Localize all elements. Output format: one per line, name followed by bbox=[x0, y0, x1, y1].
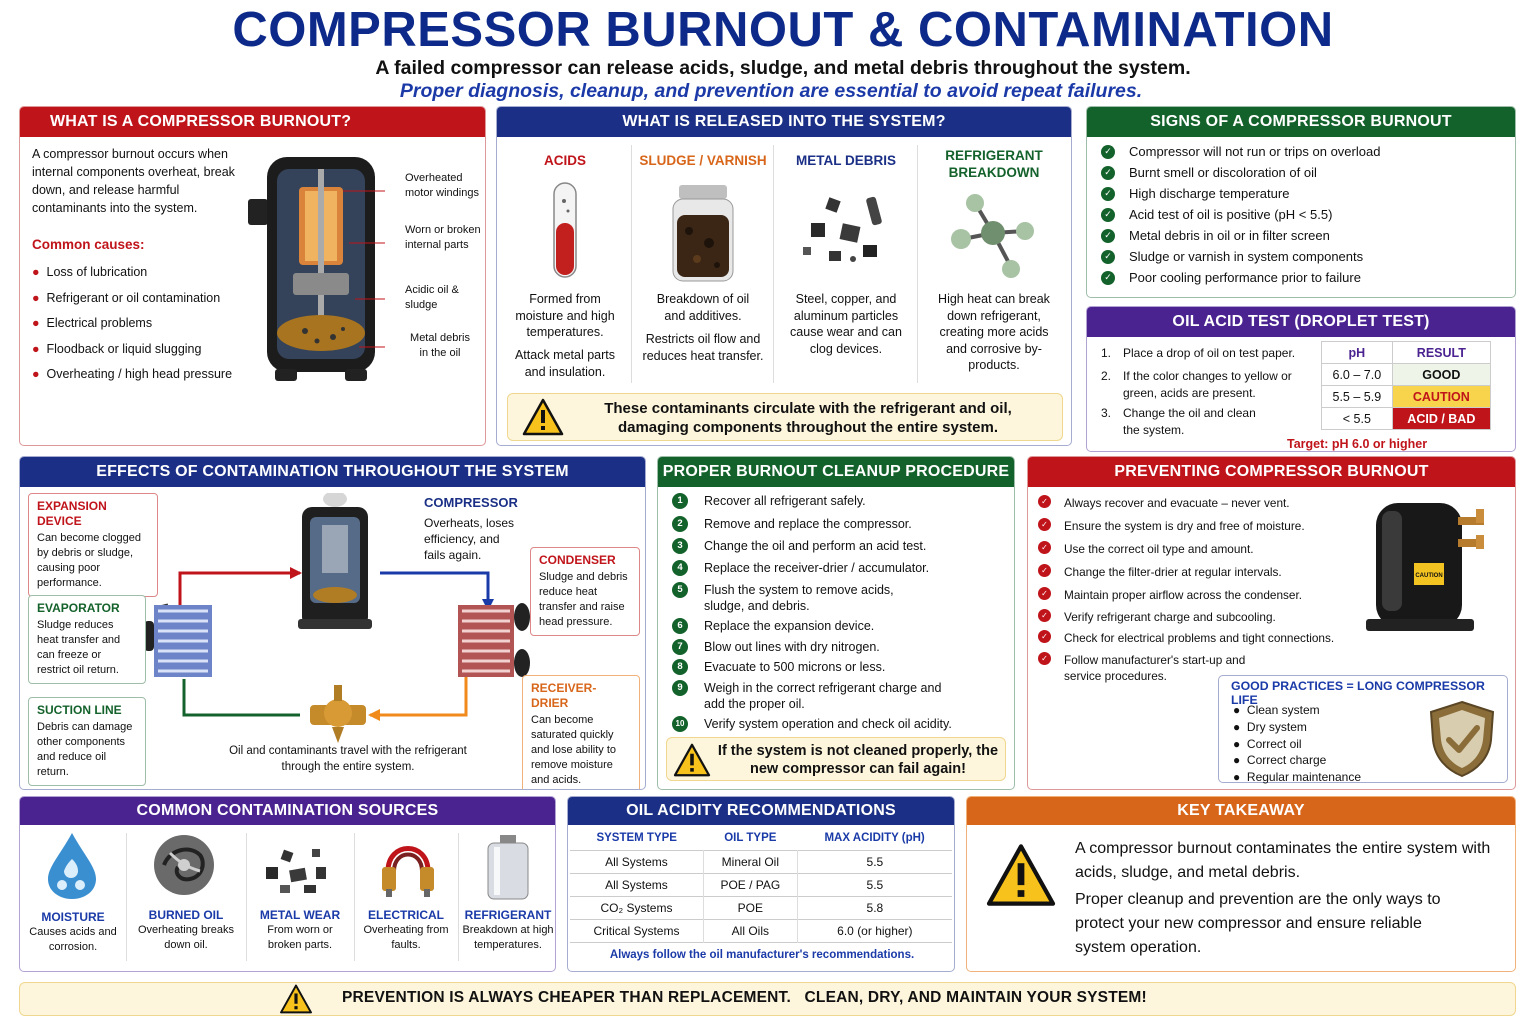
warning-icon bbox=[673, 743, 711, 777]
compressor-callout: COMPRESSOR Overheats, loses efficiency, and fails again. bbox=[424, 495, 518, 562]
refrigerant-source-title: REFRIGERANT bbox=[464, 908, 552, 922]
check-icon: ✓ bbox=[1101, 229, 1115, 243]
list-item: ✓ Use the correct oil type and amount. bbox=[1038, 541, 1368, 564]
moisture-title: MOISTURE bbox=[41, 910, 105, 924]
prevent-header: PREVENTING COMPRESSOR BURNOUT bbox=[1028, 457, 1515, 487]
list-item: ✓ Verify refrigerant charge and subcooling. bbox=[1038, 609, 1368, 630]
released-header: WHAT IS RELEASED INTO THE SYSTEM? bbox=[497, 107, 1071, 137]
good-practices-list bbox=[1233, 702, 1361, 786]
signs-panel bbox=[1086, 106, 1516, 298]
list-item: ● Correct charge bbox=[1233, 753, 1327, 768]
effects-header: EFFECTS OF CONTAMINATION THROUGHOUT THE SYSTEM bbox=[20, 457, 645, 487]
acids-text1: Formed from moisture and high temperatures. bbox=[515, 292, 615, 339]
refrigerant-title: REFRIGERANT BREAKDOWN bbox=[945, 148, 1043, 180]
list-item: ✓ Change the filter-drier at regular intervals. bbox=[1038, 564, 1368, 587]
list-item: 8 Evacuate to 500 microns or less. bbox=[672, 659, 1008, 680]
list-item: 3 Change the oil and perform an acid test. bbox=[672, 538, 1008, 560]
refrigerant-source-text: Breakdown at high temperatures. bbox=[462, 924, 554, 951]
metal-text: Steel, copper, and aluminum particles cause wear and can clog devices. bbox=[790, 292, 902, 356]
metal-title: METAL DEBRIS bbox=[795, 153, 896, 168]
table-row: CO₂ Systems POE 5.8 bbox=[570, 896, 952, 919]
table-row: Critical Systems All Oils 6.0 (or higher) bbox=[570, 919, 952, 942]
acid-test-panel: OIL ACID TEST (DROPLET TEST) 1. Place a drop of oil on test paper. 2. If the color changes to yellow or green, acids are present. 3. Change the oil and clean the system. pH RESULT 6.0 – 7.0 GOOD 5.5 – 5.9 CAUTION < 5.5 ACID / BAD Target: pH 6.0 or higher bbox=[1086, 306, 1516, 452]
moisture-text: Causes acids and corrosion. bbox=[29, 926, 117, 953]
ph-col-header: pH bbox=[1322, 342, 1393, 364]
warning-icon bbox=[985, 843, 1057, 907]
acidity-table: SYSTEM TYPE OIL TYPE MAX ACIDITY (pH) All Systems Mineral Oil 5.5 All Systems POE / PAG 5.5 CO₂ Systems POE 5.8 Critical Systems All Oils 6.0 (or higher) bbox=[570, 827, 952, 943]
list-item: 10 Verify system operation and check oil acidity. bbox=[672, 716, 1008, 736]
prevent-list bbox=[1038, 495, 1368, 686]
prevent-panel bbox=[1027, 456, 1516, 790]
list-item: ✓ Acid test of oil is positive (pH < 5.5) bbox=[1101, 204, 1380, 225]
footer-banner bbox=[19, 982, 1516, 1016]
check-icon: ✓ bbox=[1101, 166, 1115, 180]
water-drop-icon bbox=[44, 831, 100, 901]
check-icon: ✓ bbox=[1038, 495, 1051, 508]
molecule-icon bbox=[943, 191, 1039, 283]
cleanup-panel bbox=[657, 456, 1015, 790]
released-warning bbox=[507, 393, 1063, 441]
list-item: ● Refrigerant or oil contamination bbox=[32, 290, 221, 305]
check-icon: ✓ bbox=[1038, 564, 1051, 577]
effects-panel bbox=[19, 456, 646, 790]
warning-icon bbox=[522, 398, 564, 436]
check-icon: ✓ bbox=[1038, 630, 1051, 643]
check-icon: ✓ bbox=[1038, 587, 1051, 600]
metal-debris-icon bbox=[797, 193, 893, 273]
check-icon: ✓ bbox=[1038, 518, 1051, 531]
released-warning-text: These contaminants circulate with the refrigerant and oil, damaging components throughout the entire system. bbox=[604, 400, 1012, 436]
condenser-coil-icon bbox=[458, 603, 530, 677]
evaporator-callout: EVAPORATOR Sludge reduces heat transfer and can freeze or restrict oil return. bbox=[28, 595, 146, 684]
signs-list bbox=[1101, 141, 1380, 288]
list-item: ● Loss of lubrication bbox=[32, 265, 148, 279]
table-row: 6.0 – 7.0 GOOD bbox=[1322, 364, 1491, 386]
table-row: 5.5 – 5.9 CAUTION bbox=[1322, 386, 1491, 408]
cleanup-header: PROPER BURNOUT CLEANUP PROCEDURE bbox=[658, 457, 1014, 487]
list-item: ✓ Burnt smell or discoloration of oil bbox=[1101, 162, 1380, 183]
list-item: ● Correct oil bbox=[1233, 736, 1302, 751]
table-row: All Systems Mineral Oil 5.5 bbox=[570, 850, 952, 873]
refrigerant-cylinder-icon bbox=[482, 833, 534, 901]
list-item: ✓ Poor cooling performance prior to failure bbox=[1101, 267, 1380, 288]
list-item: 7 Blow out lines with dry nitrogen. bbox=[672, 639, 1008, 659]
causes-title: Common causes: bbox=[32, 237, 145, 252]
metal-wear-text: From worn or broken parts. bbox=[267, 924, 333, 951]
cleanup-warning-text: If the system is not cleaned properly, the new compressor can fail again! bbox=[717, 743, 999, 777]
good-practices-title: GOOD PRACTICES = LONG COMPRESSOR LIFE bbox=[1231, 679, 1485, 707]
metal-wear-title: METAL WEAR bbox=[259, 908, 341, 922]
check-icon: ✓ bbox=[1101, 208, 1115, 222]
electrical-title: ELECTRICAL bbox=[368, 908, 444, 922]
expansion-device-callout: EXPANSION DEVICE Can become clogged by debris or sludge, causing poor performance. bbox=[28, 493, 158, 597]
acid-test-header: OIL ACID TEST (DROPLET TEST) bbox=[1087, 307, 1515, 337]
table-row: All Systems POE / PAG 5.5 bbox=[570, 873, 952, 896]
receiver-drier-callout: RECEIVER-DRIER Can become saturated quickly and lose ability to remove moisture and acids. bbox=[522, 675, 640, 790]
acids-title: ACIDS bbox=[543, 153, 586, 168]
list-item: ✓ Always recover and evacuate – never vent. bbox=[1038, 495, 1368, 518]
list-item: ✓ High discharge temperature bbox=[1101, 183, 1380, 204]
list-item: ✓ Ensure the system is dry and free of moisture. bbox=[1038, 518, 1368, 541]
acid-step-3: Change the oil and clean the system. bbox=[1123, 406, 1256, 437]
burned-oil-icon bbox=[150, 831, 218, 899]
list-item: 6 Replace the expansion device. bbox=[672, 618, 1008, 639]
check-icon: ✓ bbox=[1038, 652, 1051, 665]
list-item: ✓ Compressor will not run or trips on overload bbox=[1101, 141, 1380, 162]
acids-text2: Attack metal parts and insulation. bbox=[514, 348, 616, 379]
released-panel bbox=[496, 106, 1072, 446]
list-item: ✓ Metal debris in oil or in filter screen bbox=[1101, 225, 1380, 246]
subtitle: A failed compressor can release acids, sludge, and metal debris throughout the system. bbox=[375, 57, 1191, 79]
list-item: ● Regular maintenance bbox=[1233, 770, 1361, 785]
list-item: ✓ Maintain proper airflow across the condenser. bbox=[1038, 587, 1368, 609]
result-col-header: RESULT bbox=[1392, 342, 1490, 364]
ph-table bbox=[1321, 341, 1491, 430]
list-item: 2 Remove and replace the compressor. bbox=[672, 516, 1008, 538]
takeaway-header: KEY TAKEAWAY bbox=[967, 797, 1515, 825]
burned-oil-title: BURNED OIL bbox=[148, 908, 224, 922]
sources-header: COMMON CONTAMINATION SOURCES bbox=[20, 797, 555, 825]
signs-header: SIGNS OF A COMPRESSOR BURNOUT bbox=[1087, 107, 1515, 137]
table-row: < 5.5 ACID / BAD bbox=[1322, 408, 1491, 430]
cleanup-steps bbox=[672, 493, 1008, 736]
warning-icon bbox=[278, 984, 314, 1014]
acid-step-2: If the color changes to yellow or green, acids are present. bbox=[1123, 369, 1292, 400]
list-item: ● Clean system bbox=[1233, 703, 1320, 717]
what-is-panel bbox=[19, 106, 486, 446]
check-icon: ✓ bbox=[1038, 541, 1051, 554]
burned-oil-text: Overheating breaks down oil. bbox=[138, 924, 234, 951]
takeaway-text-1: A compressor burnout contaminates the entire system with acids, sludge, and metal debris. bbox=[1075, 840, 1491, 881]
acidity-header: OIL ACIDITY RECOMMENDATIONS bbox=[568, 797, 954, 825]
what-is-header: WHAT IS A COMPRESSOR BURNOUT? bbox=[20, 107, 485, 137]
acidity-panel bbox=[567, 796, 955, 972]
compressor-cutaway-icon bbox=[245, 151, 410, 396]
list-item: ✓ Sludge or varnish in system components bbox=[1101, 246, 1380, 267]
shield-check-icon bbox=[1427, 700, 1497, 778]
refrigerant-text: High heat can break down refrigerant, creating more acids and corrosive by-products. bbox=[938, 292, 1050, 372]
takeaway-text-2: Proper cleanup and prevention are the only ways to protect your new compressor and ensure reliable system operation. bbox=[1075, 891, 1441, 956]
list-item: ● Electrical problems bbox=[32, 316, 153, 330]
list-item: 5 Flush the system to remove acids, sludge, and debris. bbox=[672, 582, 1008, 618]
list-item: 4 Replace the receiver-drier / accumulator. bbox=[672, 560, 1008, 582]
effects-caption: Oil and contaminants travel with the refrigerant through the entire system. bbox=[229, 745, 467, 773]
new-compressor-icon bbox=[1358, 499, 1508, 639]
compressor-icon bbox=[298, 493, 372, 629]
electrical-coil-icon bbox=[376, 831, 440, 901]
check-icon: ✓ bbox=[1101, 145, 1115, 159]
list-item: ● Floodback or liquid slugging bbox=[32, 341, 202, 356]
callout-windings: Overheated motor windings bbox=[405, 172, 479, 199]
list-item: ● Dry system bbox=[1233, 719, 1307, 734]
acidity-note: Always follow the oil manufacturer's recommendations. bbox=[609, 949, 915, 961]
callout-debris: Metal debris in the oil bbox=[410, 332, 470, 359]
acid-step-1: Place a drop of oil on test paper. bbox=[1123, 346, 1296, 360]
sludge-text2: Restricts oil flow and reduces heat transfer. bbox=[642, 332, 764, 363]
condenser-callout: CONDENSER Sludge and debris reduce heat transfer and raise head pressure. bbox=[530, 547, 640, 636]
evaporator-coil-icon bbox=[144, 605, 212, 677]
good-practices-box bbox=[1218, 675, 1508, 783]
check-icon: ✓ bbox=[1101, 250, 1115, 264]
causes-list bbox=[32, 265, 232, 393]
sources-panel bbox=[19, 796, 556, 972]
sludge-jar-icon bbox=[669, 183, 737, 283]
expansion-valve-icon bbox=[310, 685, 366, 743]
check-icon: ✓ bbox=[1101, 187, 1115, 201]
metal-wear-icon bbox=[260, 847, 336, 897]
sludge-title: SLUDGE / VARNISH bbox=[639, 153, 767, 168]
what-is-intro: A compressor burnout occurs when internal components overheat, break down, and release harmful contaminants into the system. bbox=[32, 147, 235, 215]
electrical-text: Overheating from faults. bbox=[363, 924, 449, 951]
callout-acid-oil: Acidic oil & sludge bbox=[405, 284, 459, 311]
sludge-text1: Breakdown of oil and additives. bbox=[656, 292, 750, 323]
takeaway-panel bbox=[966, 796, 1516, 972]
check-icon: ✓ bbox=[1038, 609, 1051, 622]
subtitle-emphasis: Proper diagnosis, cleanup, and prevention are essential to avoid repeat failures. bbox=[399, 80, 1143, 102]
suction-line-callout: SUCTION LINE Debris can damage other components and reduce oil return. bbox=[28, 697, 146, 786]
check-icon: ✓ bbox=[1101, 271, 1115, 285]
list-item: ✓ Check for electrical problems and tight connections. bbox=[1038, 630, 1368, 652]
ph-target: Target: pH 6.0 or higher bbox=[1287, 437, 1428, 451]
footer-text: PREVENTION IS ALWAYS CHEAPER THAN REPLACEMENT. CLEAN, DRY, AND MAINTAIN YOUR SYSTEM! bbox=[342, 989, 1147, 1006]
label-text: CAUTION bbox=[1415, 573, 1443, 579]
callout-parts: Worn or broken internal parts bbox=[405, 224, 481, 251]
list-item: 1 Recover all refrigerant safely. bbox=[672, 493, 1008, 516]
list-item: 9 Weigh in the correct refrigerant charge and add the proper oil. bbox=[672, 680, 1008, 716]
list-item: ✓ Follow manufacturer's start-up and service procedures. bbox=[1038, 652, 1368, 686]
test-tube-icon bbox=[546, 179, 584, 284]
page-title: COMPRESSOR BURNOUT & CONTAMINATION bbox=[232, 3, 1334, 57]
list-item: ● Overheating / high head pressure bbox=[32, 367, 233, 381]
cleanup-warning bbox=[666, 737, 1006, 781]
